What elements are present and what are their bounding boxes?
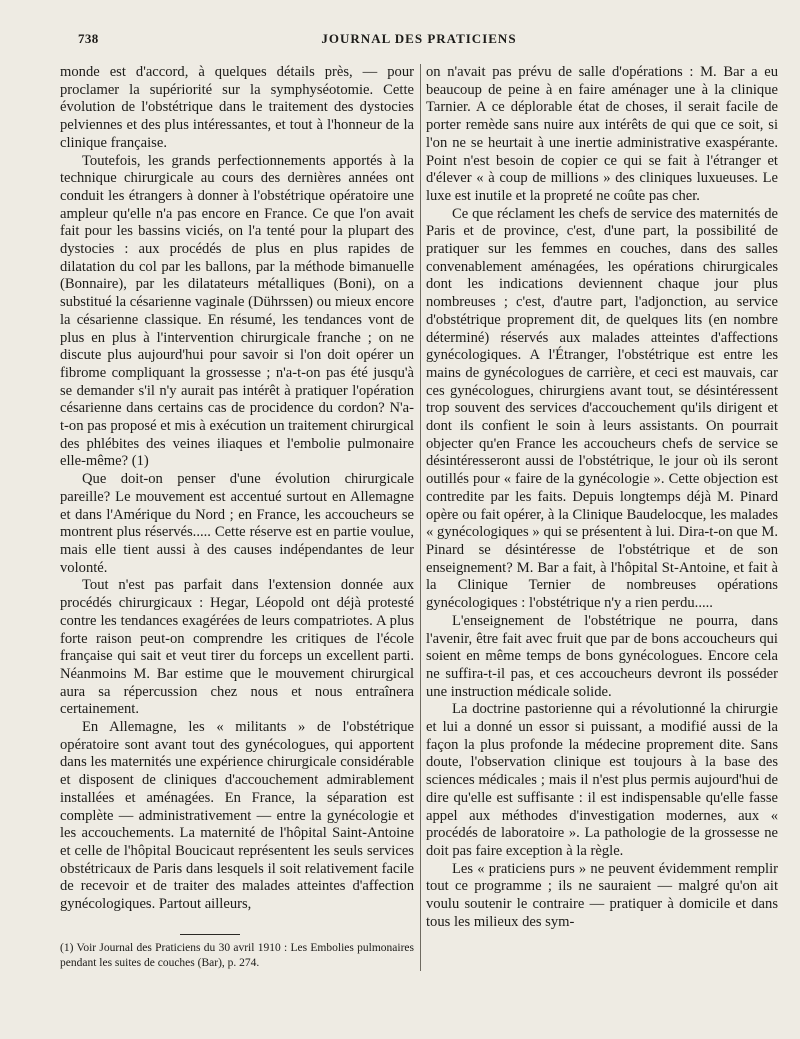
right-column (426, 64, 778, 971)
left-paragraph: Toutefois, les grands perfectionnements apportés à la technique chirurgicale au cours des dernières années ont conduit les étrangers à donner à l'obstétrique opératoire une ampleur qu'elle n'a pas encore en France. Ce que l'on avait fait pour les bassins viciés, on l'a tenté pour la plupart des dystocies : aux procédés de plus en plus rapides de dilatation du col par les ballons, par la méthode bimanuelle (Bonnaire), par les dilatateurs métalliques (Boni), on a substitué la césarienne vaginale (Dührssen) ou mieux encore la césarienne classique. En résumé, les tendances vont de plus en plus à l'intervention chirurgicale franche ; on ne discute plus aujourd'hui pour savoir si l'on doit opérer un fibrome compliquant la grossesse ; n'a-t-on pas été jusqu'à se demander s'il n'y aurait pas intérêt à pratiquer l'opération césarienne dans certains cas de procidence du cordon? N'a-t-on pas proposé et mis à exécution un traitement chirurgical des phlébites des veines iliaques et l'embolie pulmonaire elle-même? (1) (60, 152, 414, 470)
footnote: (1) Voir Journal des Praticiens du 30 avril 1910 : Les Embolies pulmonaires pendant les suites de couches (Bar), p. 274. (60, 941, 414, 969)
page-number: 738 (78, 31, 99, 46)
right-paragraph: Les « praticiens purs » ne peuvent évidemment remplir tout ce programme ; ils ne sauraient — malgré qu'on ait voulu soutenir le contraire — pratiquer à domicile et dans tous les milieux des sym- (426, 860, 778, 930)
left-column (60, 64, 421, 971)
text-columns (60, 64, 778, 971)
left-paragraph: Tout n'est pas parfait dans l'extension donnée aux procédés chirurgicaux : Hegar, Léopold ont déjà protesté contre les tendances exagérées de leurs compatriotes. A plus forte raison peut-on comprendre les critiques de l'école française qui sait et veut tirer du forceps un excellent parti. Néanmoins M. Bar estime que le mouvement chirurgical aura sa répercussion chez nous et nous entraînera certainement. (60, 577, 414, 718)
left-paragraph: monde est d'accord, à quelques détails près, — pour proclamer la supériorité sur la symphyséotomie. Cette évolution de l'obstétrique dans le traitement des dystocies pelviennes et des plus intéressantes, et tout à l'honneur de la clinique française. (60, 64, 414, 151)
footnote-divider (180, 934, 240, 935)
journal-title: JOURNAL DES PRATICIENS (321, 31, 517, 46)
left-paragraph: En Allemagne, les « militants » de l'obstétrique opératoire sont avant tout des gynécologues, qui apportent dans les maternités une expérience chirurgicale considérable et disposent de cliniques d'accouchement admirablement installées et aménagées. En France, la séparation est complète — administrativement — entre la gynécologie et les accouchements. La maternité de l'hôpital Saint-Antoine et celle de l'hôpital Boucicaut représentent les seuls services obstétricaux de Paris dans lesquels il soit relativement facile de recevoir et de traiter des malades atteintes d'affection gynécologiques. Partout ailleurs, (60, 719, 414, 913)
page-header (60, 26, 778, 50)
left-paragraph: Que doit-on penser d'une évolution chirurgicale pareille? Le mouvement est accentué surtout en Allemagne et dans l'Amérique du Nord ; en France, les accoucheurs se montrent plus réservés..... Cette réserve est en partie voulue, mais elle tient aussi à des causes indépendantes de leur volonté. (60, 471, 414, 576)
right-paragraph: on n'avait pas prévu de salle d'opérations : M. Bar a eu beaucoup de peine à en faire aménager une à la clinique Tarnier. A ce déplorable état de choses, il serait facile de porter remède sans nuire aux intérêts de qui que ce soit, si l'on ne se heurtait à une inertie administrative exaspérante. Point n'est besoin de copier ce qui se fait à l'étranger et d'élever « à coup de millions » des cliniques luxueuses. Le luxe est inutile et la propreté ne coûte pas cher. (426, 64, 778, 204)
right-paragraph: L'enseignement de l'obstétrique ne pourra, dans l'avenir, être fait avec fruit que par de bons accoucheurs qui soient en même temps de bons gynécologues. Encore cela ne suffira-t-il pas, et ces accoucheurs devront ils posséder une instruction médicale solide. (426, 612, 778, 700)
right-paragraph: Ce que réclament les chefs de service des maternités de Paris et de province, c'est, d'une part, la possibilité de pratiquer sur les femmes en couches, dans des salles convenablement aménagées, les opérations chirurgicales dont les indications deviennent chaque jour plus nombreuses ; c'est, d'autre part, l'adjonction, au service d'obstétrique proprement dit, de quelques lits (en nombre déterminé) réservés aux malades atteintes d'affections gynécologiques. A l'Étranger, l'obstétrique est entre les mains de gynécologues de carrière, et ceci est mauvais, car ces gynécologues, chirurgiens avant tout, se désintéressent trop souvent des services d'accouchement qu'ils dirigent et dont ils confient le soin à leurs assistants. On pourrait objecter qu'en France les accoucheurs chefs de service se désintéresseront aussi de l'obstétrique, le jour où ils seront outillés pour « faire de la gynécologie ». Cette objection est contredite par les faits. Depuis longtemps déjà M. Pinard opère ou fait opérer, à la Clinique Baudelocque, les malades « gynécologiques » qui se présentent à lui. Dira-t-on que M. Pinard se désintéresse de l'obstétrique et de son enseignement? M. Bar a fait, à l'hôpital St-Antoine, et fait à la Clinique Ternier de nombreuses opérations gynécologiques : l'obstétrique n'y a rien perdu..... (426, 205, 778, 612)
right-paragraph: La doctrine pastorienne qui a révolutionné la chirurgie et lui a donné un essor si puissant, a modifié aussi de la façon la plus profonde la médecine proprement dite. Sans doute, l'observation clinique est toujours à la base des sciences médicales ; mais il n'est plus permis aujourd'hui de dire qu'elle est suffisante : il est indispensable qu'elle fasse appel aux méthodes d'investigation modernes, aux « procédés de laboratoire ». La pathologie de la grossesse ne doit pas faire exception à la règle. (426, 701, 778, 859)
